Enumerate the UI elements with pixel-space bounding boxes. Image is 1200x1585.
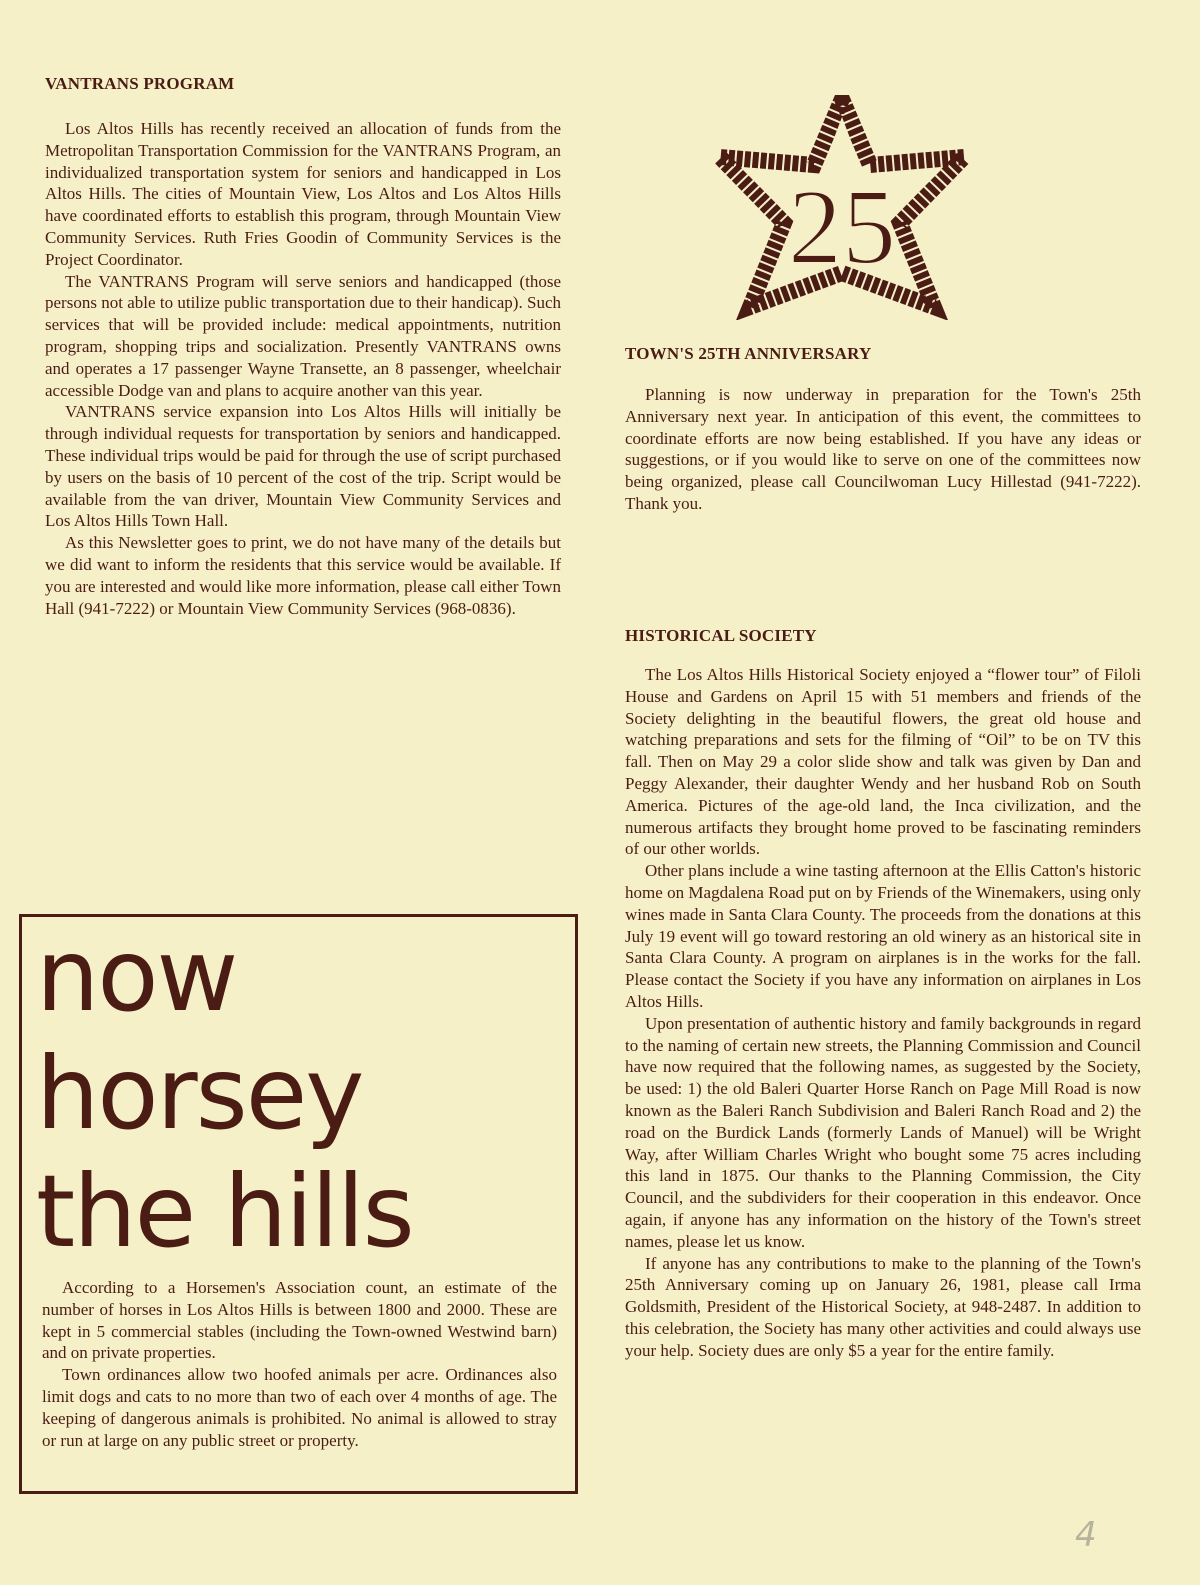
anniversary-heading: TOWN'S 25TH ANNIVERSARY xyxy=(625,344,872,363)
paragraph: The VANTRANS Program will serve seniors and handicapped (those persons not able to utilize public transportation due to their handicap). Such services that will be provided include: medical appointments, nutrition program, shopping trips and socialization. Presently VANTRANS owns and operates a 17 passenger Wayne Transette, an 8 passenger, wheelchair accessible Dodge van and plans to acquire another van this year. xyxy=(45,271,561,400)
historical-article xyxy=(625,664,1141,1362)
anniversary-star-emblem xyxy=(712,95,972,320)
historical-heading: HISTORICAL SOCIETY xyxy=(625,626,817,645)
paragraph: The Los Altos Hills Historical Society enjoyed a “flower tour” of Filoli House and Gardens on April 15 with 51 members and friends of the Society delighting in the beautiful flowers, the great old house and watching preparations and sets for the filming of “Oil” to be on TV this fall. Then on May 29 a color slide show and talk was given by Dan and Peggy Alexander, their daughter Wendy and her husband Rob on South America. Pictures of the age-old land, the Inca civilization, and the numerous artifacts they brought home proved to be fascinating reminders of our other worlds. xyxy=(625,665,1141,859)
paragraph: Upon presentation of authentic history and family backgrounds in regard to the naming of certain new streets, the Planning Commission and Council have now required that the following names, as suggested by the Society, be used: 1) the old Baleri Quarter Horse Ranch on Page Mill Road is now known as the Baleri Ranch Subdivision and Baleri Ranch Road and 2) the road on the Burdick Lands (formerly Lands of Manuel) will be Wright Way, after William Charles Wright who bought some 75 acres including this land in 1875. Our thanks to the Planning Commission, the City Council, and the subdividers for their cooperation in this endeavor. Once again, if anyone has any information on the history of the Town's street names, please let us know. xyxy=(625,1013,1141,1251)
paragraph: According to a Horsemen's Association count, an estimate of the number of horses in Los Altos Hills is between 1800 and 2000. These are kept in 5 commercial stables (including the Town-owned Westwind barn) and on private properties. xyxy=(42,1278,557,1363)
paragraph: VANTRANS service expansion into Los Altos Hills will initially be through individual requests for transportation by seniors and handicapped. These individual trips would be paid for through the use of script purchased by users on the basis of 10 percent of the cost of the trip. Script would be available from the van driver, Mountain View Community Services and Los Altos Hills Town Hall. xyxy=(45,402,561,531)
horses-title-line: now xyxy=(36,917,237,1034)
horses-box xyxy=(19,914,578,1494)
emblem-number: 25 xyxy=(788,168,896,287)
paragraph: Los Altos Hills has recently received an allocation of funds from the Metropolitan Transportation Commission for the VANTRANS Program, an individualized transportation system for seniors and handicapped in Los Altos Hills. The cities of Mountain View, Los Altos and Los Altos Hills have coordinated efforts to establish this program, through Mountain View Community Services. Ruth Fries Goodin of Community Services is the Project Coordinator. xyxy=(45,119,561,269)
vantrans-article xyxy=(45,118,561,619)
paragraph: Planning is now underway in preparation for the Town's 25th Anniversary next year. In anticipation of this event, the committees to coordinate efforts are now being established. If you have any ideas or suggestions, or if you would like to serve on one of the committees now being organized, please call Councilwoman Lucy Hillestad (941-7222). Thank you. xyxy=(625,385,1141,513)
paragraph: If anyone has any contributions to make to the planning of the Town's 25th Anniversary coming up on January 26, 1981, please call Irma Goldsmith, President of the Historical Society, at 948-2487. In addition to this celebration, the Society has many other activities and could always use your help. Society dues are only $5 a year for the entire family. xyxy=(625,1253,1141,1360)
page-number: 4 xyxy=(1075,1515,1097,1555)
paragraph: Town ordinances allow two hoofed animals per acre. Ordinances also limit dogs and cats to no more than two of each over 4 months of age. The keeping of dangerous animals is prohibited. No animal is allowed to stray or run at large on any public street or property. xyxy=(42,1365,557,1450)
horses-title-line: horsey xyxy=(36,1035,363,1152)
horses-title-line: the hills xyxy=(36,1153,413,1270)
anniversary-article xyxy=(625,384,1141,515)
paragraph: As this Newsletter goes to print, we do not have many of the details but we did want to inform the residents that this service would be available. If you are interested and would like more information, please call either Town Hall (941-7222) or Mountain View Community Services (968-0836). xyxy=(45,533,561,618)
vantrans-heading: VANTRANS PROGRAM xyxy=(45,74,235,93)
paragraph: Other plans include a wine tasting afternoon at the Ellis Catton's historic home on Magdalena Road put on by Friends of the Winemakers, using only wines made in Santa Clara County. The proceeds from the donations at this July 19 event will go toward restoring an old winery as an historical site in Santa Clara County. A program on airplanes is in the works for the fall. Please contact the Society if you have any information on airplanes in Los Altos Hills. xyxy=(625,861,1141,1011)
horses-article xyxy=(42,1277,557,1451)
